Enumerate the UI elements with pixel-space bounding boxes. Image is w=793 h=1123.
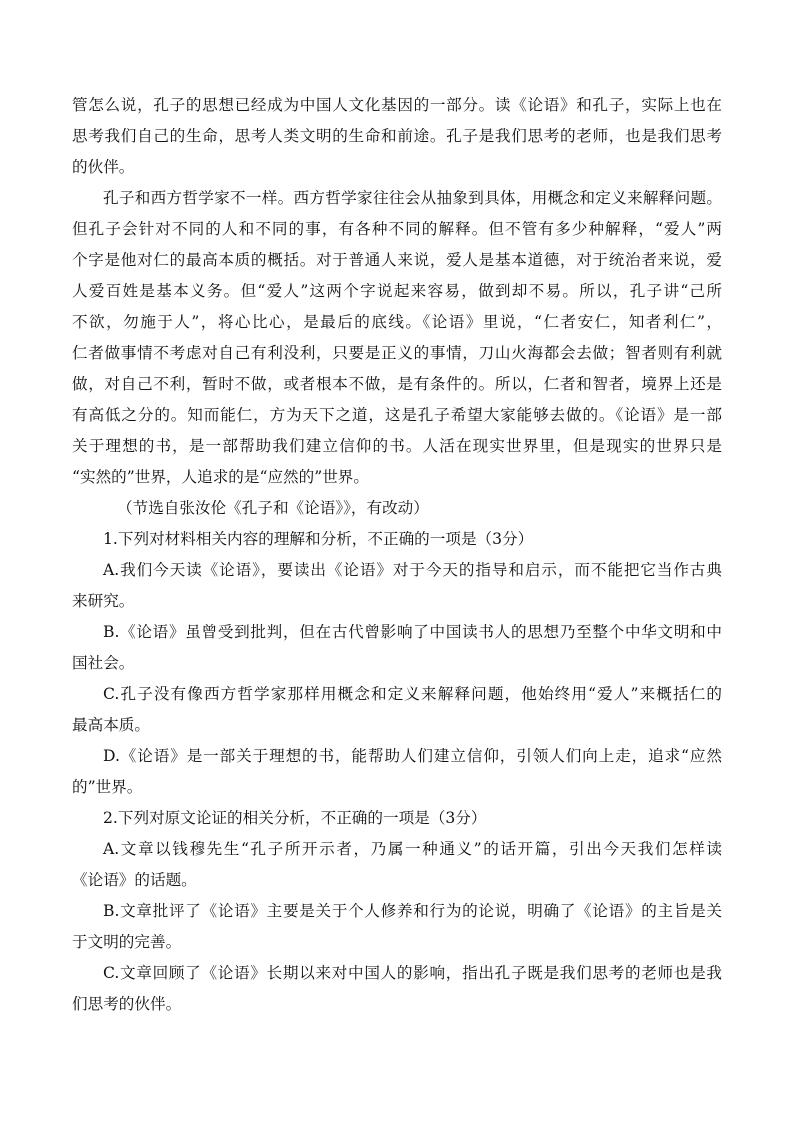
paragraph-line: 有高低之分的。知而能仁，方为天下之道，这是孔子希望大家能够去做的。《论语》是一部 bbox=[72, 406, 722, 424]
question-1-option-b: B.《论语》虽曾受到批判，但在古代曾影响了中国读书人的思想乃至整个中华文明和中 bbox=[103, 623, 722, 641]
document-page bbox=[72, 90, 722, 1020]
question-1-option-c: C.孔子没有像西方哲学家那样用概念和定义来解释问题，他始终用“爱人”来概括仁的 bbox=[103, 685, 722, 703]
question-1-option-b-cont: 国社会。 bbox=[72, 654, 135, 672]
paragraph-line: 仁者做事情不考虑对自己有利没利，只要是正义的事情，刀山火海都会去做；智者则有利就 bbox=[72, 344, 722, 362]
question-1-option-a: A.我们今天读《论语》，要读出《论语》对于今天的指导和启示，而不能把它当作古典 bbox=[103, 561, 722, 579]
question-2-option-b-cont: 于文明的完善。 bbox=[72, 933, 182, 951]
question-2-option-a: A.文章以钱穆先生“孔子所开示者，乃属一种通义”的话开篇，引出今天我们怎样读 bbox=[103, 840, 722, 858]
paragraph-line: 人爱百姓是基本义务。但“爱人”这两个字说起来容易，做到却不易。所以，孔子讲“己所 bbox=[72, 282, 722, 300]
question-1-option-c-cont: 最高本质。 bbox=[72, 716, 150, 734]
paragraph-line: 管怎么说，孔子的思想已经成为中国人文化基因的一部分。读《论语》和孔子，实际上也在 bbox=[72, 96, 722, 114]
question-1-option-a-cont: 来研究。 bbox=[72, 592, 135, 610]
question-2-option-a-cont: 《论语》的话题。 bbox=[72, 871, 197, 889]
question-1-stem: 1.下列对材料相关内容的理解和分析，不正确的一项是（3分） bbox=[103, 530, 534, 548]
paragraph-line: 但孔子会针对不同的人和不同的事，有各种不同的解释。但不管有多少种解释，“爱人”两 bbox=[72, 220, 722, 238]
paragraph-line: 做，对自己不利，暂时不做，或者根本不做，是有条件的。所以，仁者和智者，境界上还是 bbox=[72, 375, 722, 393]
question-1-option-d: D.《论语》是一部关于理想的书，能帮助人们建立信仰，引领人们向上走，追求“应然 bbox=[103, 747, 722, 765]
paragraph-line: 个字是他对仁的最高本质的概括。对于普通人来说，爱人是基本道德，对于统治者来说，爱 bbox=[72, 251, 722, 269]
source-citation: （节选自张汝伦《孔子和《论语》》，有改动） bbox=[117, 499, 429, 517]
question-2-option-c: C.文章回顾了《论语》长期以来对中国人的影响，指出孔子既是我们思考的老师也是我 bbox=[103, 964, 722, 982]
question-1-option-d-cont: 的”世界。 bbox=[72, 778, 143, 796]
paragraph-line: 的伙伴。 bbox=[72, 158, 135, 176]
paragraph-line: “实然的”世界，人追求的是“应然的”世界。 bbox=[72, 468, 369, 486]
question-2-option-b: B.文章批评了《论语》主要是关于个人修养和行为的论说，明确了《论语》的主旨是关 bbox=[103, 902, 722, 920]
paragraph-line: 关于理想的书，是一部帮助我们建立信仰的书。人活在现实世界里，但是现实的世界只是 bbox=[72, 437, 722, 455]
question-2-stem: 2.下列对原文论证的相关分析，不正确的一项是（3分） bbox=[103, 809, 487, 827]
paragraph-line: 思考我们自己的生命，思考人类文明的生命和前途。孔子是我们思考的老师，也是我们思考 bbox=[72, 127, 722, 145]
paragraph-line: 孔子和西方哲学家不一样。西方哲学家往往会从抽象到具体，用概念和定义来解释问题。 bbox=[103, 189, 722, 207]
paragraph-line: 不欲，勿施于人”，将心比心，是最后的底线。《论语》里说，“仁者安仁，知者利仁”， bbox=[72, 313, 722, 331]
question-2-option-c-cont: 们思考的伙伴。 bbox=[72, 995, 182, 1013]
